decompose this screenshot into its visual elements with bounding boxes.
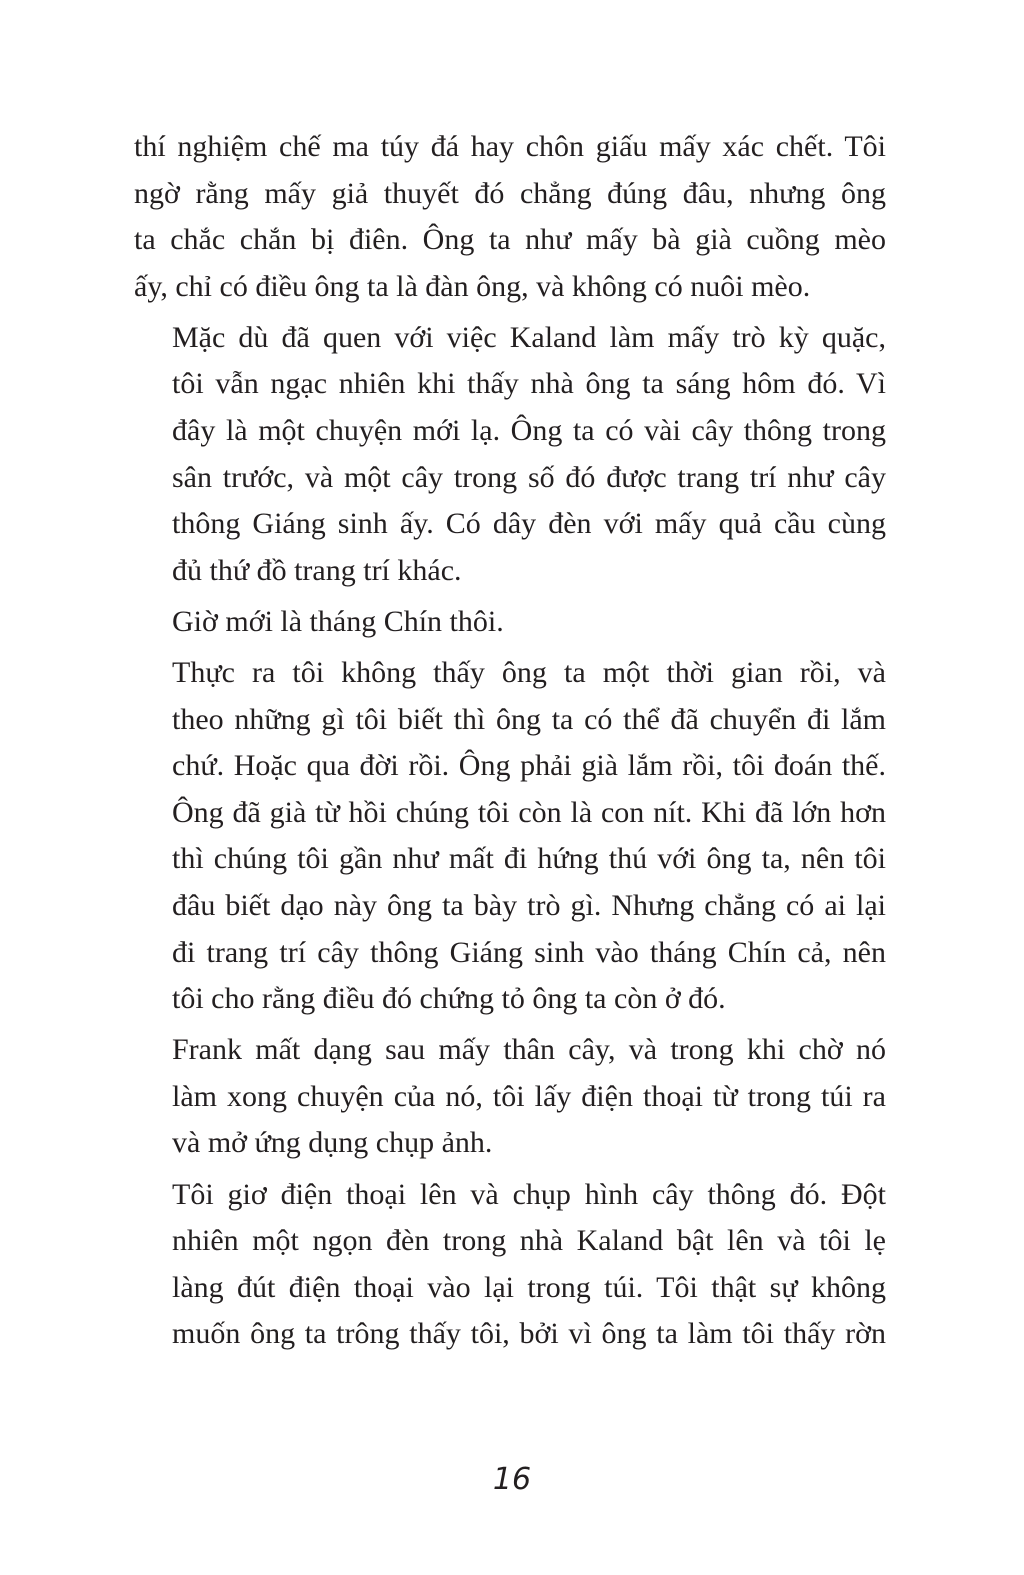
text-line: làng đút điện thoại vào lại trong túi. Tôi thật sự không (172, 1270, 886, 1304)
text-line: làm xong chuyện của nó, tôi lấy điện thoại từ trong túi ra (172, 1079, 886, 1113)
page-number: 16 (492, 1462, 532, 1497)
text-line: Giờ mới là tháng Chín thôi. (172, 604, 504, 638)
text-line: sân trước, và một cây trong số đó được trang trí như cây (172, 460, 886, 494)
text-line: thì chúng tôi gần như mất đi hứng thú với ông ta, nên tôi (172, 842, 886, 876)
text-line: thí nghiệm chế ma túy đá hay chôn giấu mấy xác chết. Tôi (134, 130, 886, 163)
text-line: đi trang trí cây thông Giáng sinh vào tháng Chín cả, nên (172, 935, 886, 969)
text-line: ngờ rằng mấy giả thuyết đó chẳng đúng đâu, nhưng ông (134, 176, 886, 210)
paragraph (134, 124, 886, 310)
text-line: đây là một chuyện mới lạ. Ông ta có vài cây thông trong (172, 414, 886, 448)
text-line: Frank mất dạng sau mấy thân cây, và trong khi chờ nó (172, 1033, 886, 1067)
paragraph (134, 650, 886, 1023)
text-line: thông Giáng sinh ấy. Có dây đèn với mấy quả cầu cùng (172, 507, 886, 541)
text-line: đủ thứ đồ trang trí khác. (172, 553, 462, 587)
paragraph (134, 1172, 886, 1358)
text-line: ta chắc chắn bị điên. Ông ta như mấy bà già cuồng mèo (134, 223, 886, 257)
paragraph (134, 1027, 886, 1167)
paragraph (134, 599, 886, 646)
text-line: Thực ra tôi không thấy ông ta một thời gian rồi, và (172, 656, 886, 690)
text-line: Ông đã già từ hồi chúng tôi còn là con nít. Khi đã lớn hơn (172, 795, 886, 829)
body-text (134, 124, 886, 1362)
paragraph (134, 315, 886, 595)
text-line: tôi vẫn ngạc nhiên khi thấy nhà ông ta sáng hôm đó. Vì (172, 367, 886, 401)
text-line: tôi cho rằng điều đó chứng tỏ ông ta còn ở đó. (172, 982, 726, 1016)
text-line: chứ. Hoặc qua đời rồi. Ông phải già lắm rồi, tôi đoán thế. (172, 749, 886, 783)
text-line: Tôi giơ điện thoại lên và chụp hình cây thông đó. Đột (172, 1177, 886, 1211)
text-line: đâu biết dạo này ông ta bày trò gì. Nhưng chẳng có ai lại (172, 889, 886, 922)
text-line: muốn ông ta trông thấy tôi, bởi vì ông ta làm tôi thấy rờn (172, 1317, 886, 1351)
text-line: ấy, chỉ có điều ông ta là đàn ông, và không có nuôi mèo. (134, 269, 811, 303)
text-line: theo những gì tôi biết thì ông ta có thể đã chuyển đi lắm (172, 702, 886, 736)
text-line: nhiên một ngọn đèn trong nhà Kaland bật lên và tôi lẹ (172, 1224, 886, 1258)
text-line: và mở ứng dụng chụp ảnh. (172, 1126, 493, 1160)
text-line: Mặc dù đã quen với việc Kaland làm mấy trò kỳ quặc, (172, 320, 886, 354)
